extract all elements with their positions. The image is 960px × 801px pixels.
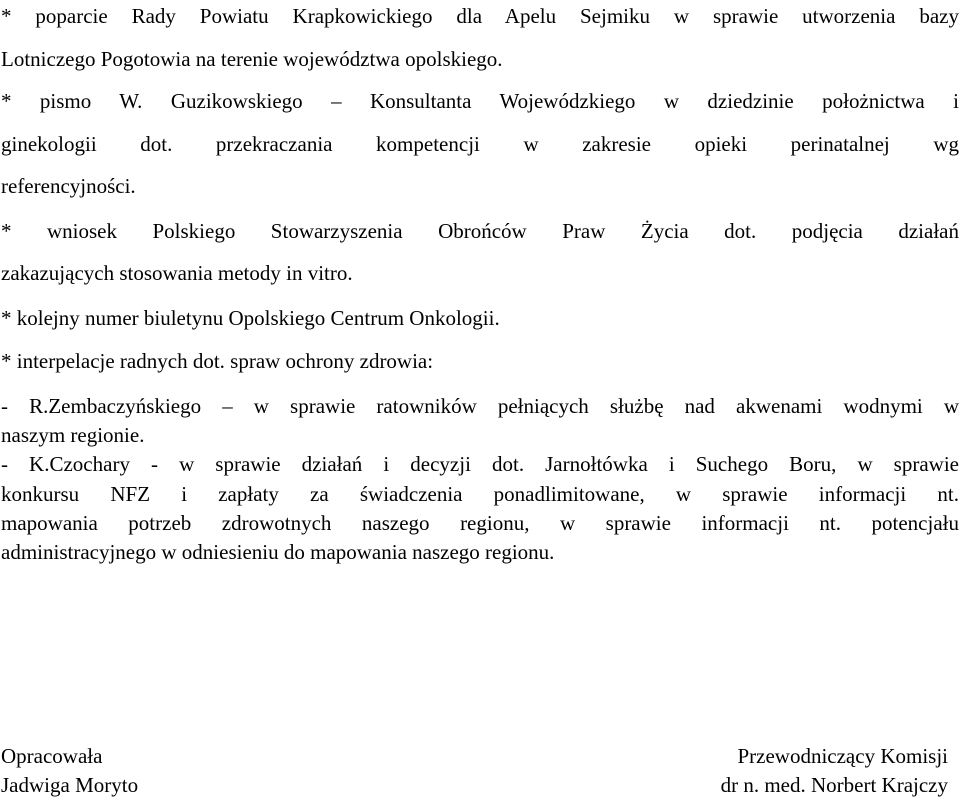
text-line: * interpelacje radnych dot. spraw ochrony zdrowia: (1, 349, 434, 373)
text-line: mapowania potrzeb zdrowotnych naszego regionu, w sprawie informacji nt. potencjału (1, 511, 959, 535)
author-title: Opracowała (1, 744, 103, 768)
text-line: ginekologii dot. przekraczania kompetencji w zakresie opieki perinatalnej wg (1, 132, 959, 156)
text-line: zakazujących stosowania metody in vitro. (1, 261, 353, 285)
text-line: * wniosek Polskiego Stowarzyszenia Obrońców Praw Życia dot. podjęcia działań (1, 219, 959, 243)
text-line: naszym regionie. (1, 423, 145, 447)
text-line: Lotniczego Pogotowia na terenie województwa opolskiego. (1, 47, 503, 71)
text-line: - K.Czochary - w sprawie działań i decyzji dot. Jarnołtówka i Suchego Boru, w sprawie (1, 452, 959, 476)
chair-title: Przewodniczący Komisji (737, 744, 948, 768)
text-line: * pismo W. Guzikowskiego – Konsultanta Wojewódzkiego w dziedzinie położnictwa i (1, 89, 959, 113)
text-line: * kolejny numer biuletynu Opolskiego Centrum Onkologii. (1, 306, 500, 330)
author-name: Jadwiga Moryto (1, 773, 139, 797)
text-line: - R.Zembaczyńskiego – w sprawie ratowników pełniących służbę nad akwenami wodnymi w (1, 394, 959, 418)
text-line: konkursu NFZ i zapłaty za świadczenia ponadlimitowane, w sprawie informacji nt. (1, 482, 959, 506)
chair-name: dr n. med. Norbert Krajczy (720, 773, 948, 797)
text-line: administracyjnego w odniesieniu do mapowania naszego regionu. (1, 540, 555, 564)
text-line: referencyjności. (1, 174, 136, 198)
text-line: * poparcie Rady Powiatu Krapkowickiego dla Apelu Sejmiku w sprawie utworzenia bazy (1, 4, 959, 28)
